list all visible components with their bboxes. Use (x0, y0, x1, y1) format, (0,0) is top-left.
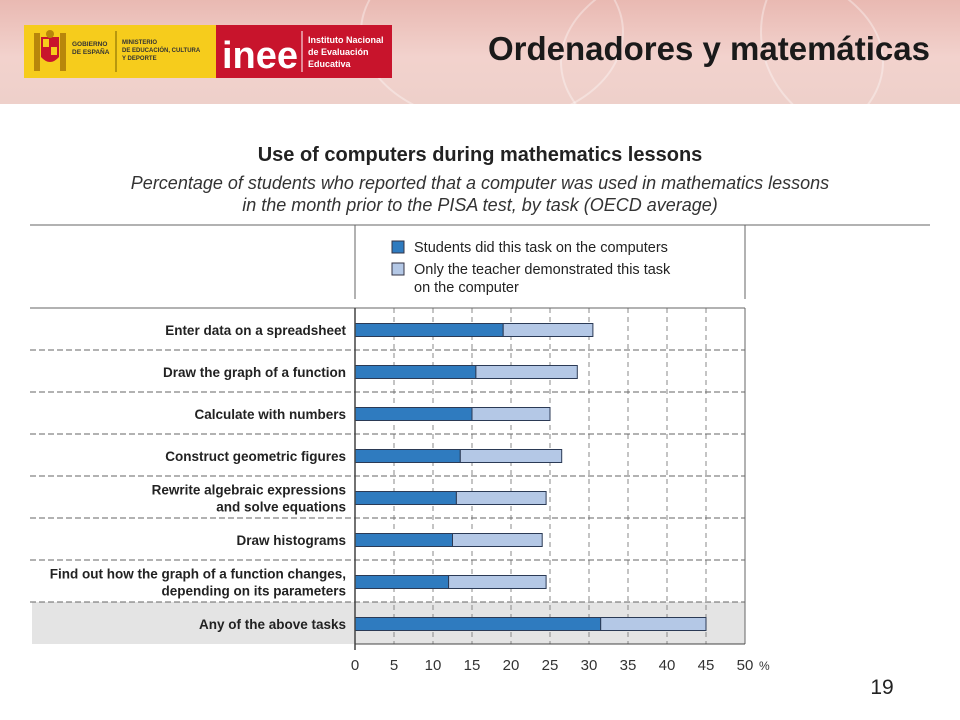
slide-title: Ordenadores y matemáticas (487, 30, 930, 67)
x-tick-label: 5 (389, 657, 399, 674)
x-tick-label: 10 (424, 657, 442, 674)
inee-logo (216, 25, 392, 78)
chart-title: Use of computers during mathematics lessons (257, 144, 703, 166)
x-tick-label: 20 (502, 657, 520, 674)
logo-bar (24, 25, 392, 78)
x-unit-label: % (759, 659, 770, 673)
x-tick-label: 30 (580, 657, 598, 674)
category-label: Draw histograms (236, 533, 346, 548)
legend-label: Students did this task on the computers (414, 240, 668, 256)
category-label: Any of the above tasks (198, 617, 346, 632)
legend-swatch (392, 241, 404, 253)
chart-subtitle-line: in the month prior to the PISA test, by task (OECD average) (242, 195, 718, 215)
slide-header (0, 0, 960, 104)
x-tick-label: 45 (697, 657, 715, 674)
category-label: and solve equations (216, 499, 346, 515)
bar-students (355, 408, 472, 421)
bar-teacher (601, 618, 706, 631)
inee-wordmark: inee (222, 35, 299, 77)
x-tick-label: 0 (350, 657, 360, 674)
svg-text:Instituto Nacional: Instituto Nacional (308, 35, 384, 45)
svg-text:de Evaluación: de Evaluación (308, 47, 369, 57)
svg-text:Educativa: Educativa (308, 59, 351, 69)
category-label: Construct geometric figures (165, 449, 346, 464)
chart-subtitle-line: Percentage of students who reported that a computer was used in mathematics lessons (130, 173, 830, 193)
x-tick-label: 50 (736, 657, 754, 674)
bar-teacher (460, 450, 561, 463)
chart (0, 104, 960, 680)
svg-text:DE EDUCACIÓN, CULTURA: DE EDUCACIÓN, CULTURA (122, 48, 201, 54)
bar-students (355, 492, 456, 505)
bar-students (355, 534, 453, 547)
svg-text:MINISTERIO: MINISTERIO (122, 40, 158, 46)
category-label: Enter data on a spreadsheet (165, 323, 346, 338)
bar-teacher (449, 576, 546, 589)
bar-teacher (503, 324, 593, 337)
bar-students (355, 366, 476, 379)
svg-text:Y DEPORTE: Y DEPORTE (122, 56, 157, 62)
government-logo (24, 25, 216, 78)
x-tick-label: 35 (619, 657, 637, 674)
svg-text:GOBIERNO: GOBIERNO (72, 41, 108, 48)
x-tick-label: 15 (463, 657, 481, 674)
bar-students (355, 450, 460, 463)
legend-swatch (392, 263, 404, 275)
bar-students (355, 324, 503, 337)
category-label: Draw the graph of a function (162, 365, 346, 380)
category-label: depending on its parameters (161, 583, 346, 599)
x-tick-label: 40 (658, 657, 676, 674)
category-label: Find out how the graph of a function changes, (49, 566, 346, 582)
bar-teacher (476, 366, 577, 379)
bar-teacher (456, 492, 546, 505)
legend-label: on the computer (414, 280, 519, 296)
page-number: 19 (870, 676, 894, 699)
category-label: Calculate with numbers (194, 407, 346, 422)
bar-teacher (472, 408, 550, 421)
legend-label: Only the teacher demonstrated this task (414, 262, 671, 278)
category-label: Rewrite algebraic expressions (151, 482, 346, 498)
svg-text:DE ESPAÑA: DE ESPAÑA (72, 49, 110, 56)
bar-students (355, 576, 449, 589)
x-tick-label: 25 (541, 657, 559, 674)
bar-students (355, 618, 601, 631)
coat-of-arms-icon (24, 25, 216, 78)
bar-teacher (453, 534, 543, 547)
